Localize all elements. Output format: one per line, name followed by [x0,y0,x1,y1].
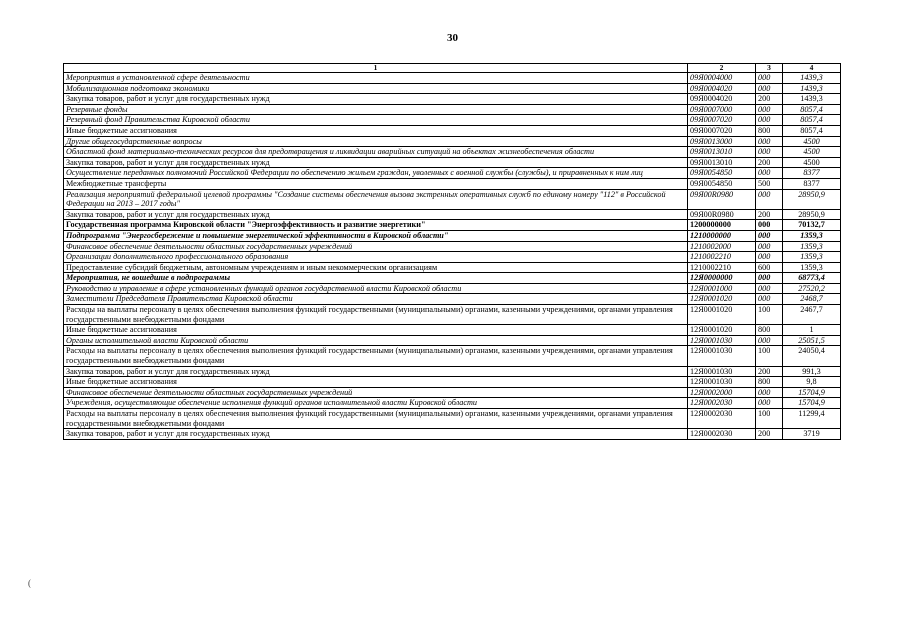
row-amount: 1 [783,325,841,336]
row-amount: 8057,4 [783,125,841,136]
row-name: Государственная программа Кировской области "Энергоэффективность и развитие энергетики" [64,220,688,231]
table-row [64,73,841,84]
row-name: Осуществление переданных полномочий Российской Федерации по обеспечению жильем граждан, уволенных с военной службы (службы), и приравненных к ним лиц [64,168,688,179]
row-name: Областной фонд материально-технических ресурсов для предотвращения и ликвидации аварийных ситуаций на объектах жизнеобеспечения области [64,147,688,158]
header-name: 1 [64,64,688,73]
row-code: 09Я00R0980 [688,209,756,220]
row-amount: 2467,7 [783,305,841,325]
row-expense-type: 100 [756,305,783,325]
row-name: Резервный фонд Правительства Кировской области [64,115,688,126]
row-name: Иные бюджетные ассигнования [64,325,688,336]
table-row [64,189,841,209]
row-amount: 8377 [783,168,841,179]
row-name: Предоставление субсидий бюджетным, автономным учреждениям и иным некоммерческим организациям [64,262,688,273]
row-name: Закупка товаров, работ и услуг для государственных нужд [64,429,688,440]
row-code: 09Я0013010 [688,157,756,168]
row-expense-type: 000 [756,335,783,346]
row-expense-type: 000 [756,398,783,409]
row-expense-type: 200 [756,157,783,168]
row-amount: 1359,3 [783,241,841,252]
row-amount: 4500 [783,147,841,158]
row-expense-type: 000 [756,294,783,305]
table-header-row [64,64,841,73]
row-amount: 11299,4 [783,409,841,429]
row-code: 12Я0001020 [688,294,756,305]
row-code: 12Я0001030 [688,346,756,366]
table-row [64,209,841,220]
row-amount: 15704,9 [783,398,841,409]
row-code: 12Я0002000 [688,387,756,398]
row-code: 09Я0007000 [688,104,756,115]
row-amount: 1439,3 [783,73,841,84]
row-expense-type: 000 [756,283,783,294]
table-row [64,346,841,366]
table-row [64,398,841,409]
row-expense-type: 800 [756,377,783,388]
row-amount: 28950,9 [783,189,841,209]
row-code: 12Я0002030 [688,409,756,429]
row-amount: 28950,9 [783,209,841,220]
row-expense-type: 200 [756,366,783,377]
row-amount: 1439,3 [783,83,841,94]
row-expense-type: 500 [756,178,783,189]
table-row [64,377,841,388]
row-expense-type: 800 [756,125,783,136]
table-row [64,252,841,263]
row-expense-type: 000 [756,387,783,398]
table-row [64,335,841,346]
row-expense-type: 200 [756,429,783,440]
row-name: Реализация мероприятий федеральной целевой программы "Создание системы обеспечения вызова экстренных оперативных служб по единому номеру "112" в Российской Федерации на 2013 – 2017 годы" [64,189,688,209]
row-code: 09Я0004020 [688,83,756,94]
table-row [64,305,841,325]
row-expense-type: 000 [756,230,783,241]
row-amount: 15704,9 [783,387,841,398]
row-name: Закупка товаров, работ и услуг для государственных нужд [64,209,688,220]
row-expense-type: 000 [756,168,783,179]
row-amount: 8377 [783,178,841,189]
row-name: Закупка товаров, работ и услуг для государственных нужд [64,366,688,377]
row-name: Подпрограмма "Энергосбережение и повышение энергетической эффективности в Кировской области" [64,230,688,241]
row-code: 09Я0054850 [688,168,756,179]
row-code: 12Я0001000 [688,283,756,294]
row-code: 09Я0007020 [688,115,756,126]
row-code: 09Я0004000 [688,73,756,84]
row-name: Иные бюджетные ассигнования [64,377,688,388]
row-name: Органы исполнительной власти Кировской области [64,335,688,346]
row-amount: 24050,4 [783,346,841,366]
row-name: Расходы на выплаты персоналу в целях обеспечения выполнения функций государственными (муниципальными) органами, казенными учреждениями, органами управления государственными внебюджетными фондами [64,346,688,366]
row-name: Учреждения, осуществляющие обеспечение исполнения функций органов исполнительной власти Кировской области [64,398,688,409]
budget-table [63,63,841,440]
row-amount: 3719 [783,429,841,440]
row-expense-type: 100 [756,346,783,366]
row-code: 1210000000 [688,230,756,241]
header-sum: 4 [783,64,841,73]
row-code: 09Я0013000 [688,136,756,147]
row-amount: 8057,4 [783,115,841,126]
table-row [64,283,841,294]
row-expense-type: 600 [756,262,783,273]
row-name: Закупка товаров, работ и услуг для государственных нужд [64,94,688,105]
row-code: 12Я0001020 [688,305,756,325]
table-row [64,178,841,189]
table-row [64,115,841,126]
row-expense-type: 000 [756,220,783,231]
row-amount: 4500 [783,136,841,147]
row-code: 12Я0001030 [688,335,756,346]
table-row [64,294,841,305]
row-expense-type: 000 [756,115,783,126]
row-code: 1210002000 [688,241,756,252]
row-amount: 68773,4 [783,273,841,284]
row-code: 09Я00R0980 [688,189,756,209]
table-row [64,366,841,377]
margin-mark: ( [28,578,31,588]
row-name: Мобилизационная подготовка экономики [64,83,688,94]
table-row [64,429,841,440]
table-row [64,136,841,147]
header-vr: 3 [756,64,783,73]
page-number: 30 [447,32,458,44]
row-amount: 2468,7 [783,294,841,305]
table-row [64,104,841,115]
row-expense-type: 200 [756,209,783,220]
row-name: Финансовое обеспечение деятельности областных государственных учреждений [64,241,688,252]
row-expense-type: 000 [756,241,783,252]
row-code: 12Я0002030 [688,429,756,440]
row-amount: 1439,3 [783,94,841,105]
row-expense-type: 000 [756,252,783,263]
table-row [64,220,841,231]
table-body [64,73,841,440]
table-row [64,387,841,398]
row-expense-type: 100 [756,409,783,429]
row-name: Расходы на выплаты персоналу в целях обеспечения выполнения функций государственными (муниципальными) органами, казенными учреждениями, органами управления государственными внебюджетными фондами [64,409,688,429]
row-amount: 9,8 [783,377,841,388]
row-name: Руководство и управление в сфере установленных функций органов государственной власти Кировской области [64,283,688,294]
row-code: 1200000000 [688,220,756,231]
row-expense-type: 000 [756,189,783,209]
row-name: Мероприятия, не вошедшие в подпрограммы [64,273,688,284]
row-amount: 1359,3 [783,252,841,263]
row-name: Финансовое обеспечение деятельности областных государственных учреждений [64,387,688,398]
table-row [64,125,841,136]
row-name: Резервные фонды [64,104,688,115]
row-expense-type: 000 [756,73,783,84]
table-row [64,168,841,179]
table-row [64,83,841,94]
row-code: 09Я0007020 [688,125,756,136]
row-expense-type: 200 [756,94,783,105]
row-code: 1210002210 [688,262,756,273]
row-name: Заместители Председателя Правительства Кировской области [64,294,688,305]
table-row [64,262,841,273]
row-name: Иные бюджетные ассигнования [64,125,688,136]
table-row [64,147,841,158]
table-row [64,325,841,336]
row-amount: 27520,2 [783,283,841,294]
row-amount: 1359,3 [783,230,841,241]
row-expense-type: 000 [756,83,783,94]
row-expense-type: 000 [756,147,783,158]
row-name: Организации дополнительного профессионального образования [64,252,688,263]
row-code: 12Я0000000 [688,273,756,284]
row-amount: 991,3 [783,366,841,377]
row-code: 09Я0013010 [688,147,756,158]
row-name: Мероприятия в установленной сфере деятельности [64,73,688,84]
row-name: Закупка товаров, работ и услуг для государственных нужд [64,157,688,168]
row-code: 1210002210 [688,252,756,263]
row-code: 12Я0001020 [688,325,756,336]
row-expense-type: 000 [756,104,783,115]
table-row [64,273,841,284]
row-amount: 25051,5 [783,335,841,346]
row-amount: 70132,7 [783,220,841,231]
row-name: Расходы на выплаты персоналу в целях обеспечения выполнения функций государственными (муниципальными) органами, казенными учреждениями, органами управления государственными внебюджетными фондами [64,305,688,325]
table-row [64,409,841,429]
row-code: 09Я0004020 [688,94,756,105]
table-row [64,230,841,241]
row-code: 12Я0001030 [688,366,756,377]
table-row [64,157,841,168]
row-expense-type: 800 [756,325,783,336]
row-code: 09Я0054850 [688,178,756,189]
row-expense-type: 000 [756,136,783,147]
row-code: 12Я0002030 [688,398,756,409]
row-amount: 1359,3 [783,262,841,273]
table-row [64,94,841,105]
row-name: Межбюджетные трансферты [64,178,688,189]
row-amount: 4500 [783,157,841,168]
row-name: Другие общегосударственные вопросы [64,136,688,147]
row-expense-type: 000 [756,273,783,284]
header-code: 2 [688,64,756,73]
row-amount: 8057,4 [783,104,841,115]
row-code: 12Я0001030 [688,377,756,388]
table-row [64,241,841,252]
